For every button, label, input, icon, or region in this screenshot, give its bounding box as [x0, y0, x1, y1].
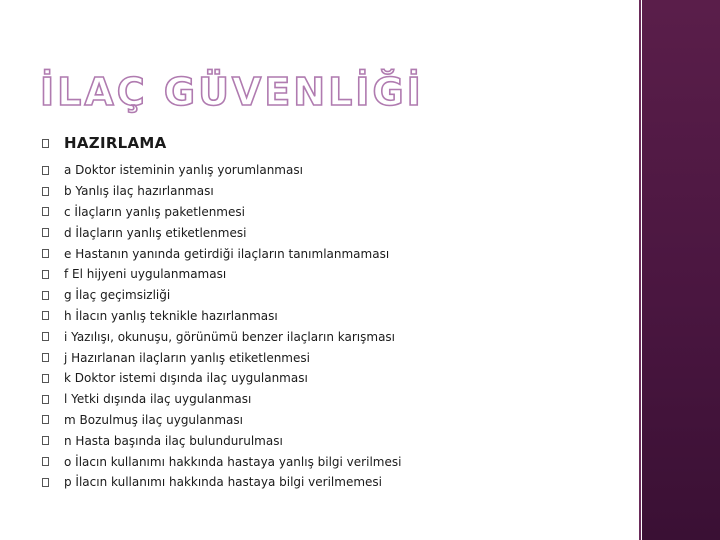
list-item	[42, 264, 602, 285]
list-item	[42, 472, 602, 493]
list-item-text: g İlaç geçimsizliği	[64, 288, 171, 303]
bullet-box-icon	[42, 207, 49, 216]
list-item-text: h İlacın yanlış teknikle hazırlanması	[64, 308, 278, 323]
list-item-text: e Hastanın yanında getirdiği ilaçların tanımlanmaması	[64, 246, 390, 261]
list-item	[42, 160, 602, 181]
bullet-list	[42, 130, 602, 493]
bullet-box-icon	[42, 311, 49, 320]
list-item-text: f El hijyeni uygulanmaması	[64, 267, 227, 282]
list-item	[42, 243, 602, 264]
bullet-box-icon	[42, 478, 49, 487]
heading-label: HAZIRLAMA	[64, 134, 167, 152]
list-item-text: k Doktor istemi dışında ilaç uygulanması	[64, 371, 308, 386]
bullet-box-icon	[42, 457, 49, 466]
list-item-text: d İlaçların yanlış etiketlenmesi	[64, 225, 247, 240]
list-item-text: j Hazırlanan ilaçların yanlış etiketlenmesi	[64, 350, 310, 365]
list-item-text: n Hasta başında ilaç bulundurulması	[64, 433, 283, 448]
list-item-text: c İlaçların yanlış paketlenmesi	[64, 204, 245, 219]
list-item	[42, 410, 602, 431]
list-item-text: l Yetki dışında ilaç uygulanması	[64, 392, 252, 407]
list-item	[42, 181, 602, 202]
bullet-box-icon	[42, 395, 49, 404]
bullet-box-icon	[42, 353, 49, 362]
list-item-text: i Yazılışı, okunuşu, görünümü benzer ilaçların karışması	[64, 329, 396, 344]
list-item	[42, 389, 602, 410]
list-item	[42, 285, 602, 306]
slide-title: İLAÇ GÜVENLİĞİ	[40, 70, 424, 114]
bullet-box-icon	[42, 436, 49, 445]
list-item	[42, 430, 602, 451]
list-item-text: p İlacın kullanımı hakkında hastaya bilgi verilmemesi	[64, 475, 382, 490]
list-item-text: m Bozulmuş ilaç uygulanması	[64, 412, 243, 427]
list-item-text: a Doktor isteminin yanlış yorumlanması	[64, 163, 303, 178]
bullet-box-icon	[42, 139, 49, 148]
bullet-box-icon	[42, 166, 49, 175]
bullet-box-icon	[42, 187, 49, 196]
list-heading	[42, 130, 602, 156]
list-item	[42, 326, 602, 347]
list-item	[42, 222, 602, 243]
list-item	[42, 368, 602, 389]
list-item-text: b Yanlış ilaç hazırlanması	[64, 184, 214, 199]
list-item	[42, 451, 602, 472]
list-item	[42, 347, 602, 368]
bullet-box-icon	[42, 270, 49, 279]
bullet-box-icon	[42, 332, 49, 341]
bullet-box-icon	[42, 374, 49, 383]
list-item-text: o İlacın kullanımı hakkında hastaya yanlış bilgi verilmesi	[64, 454, 402, 469]
bullet-box-icon	[42, 228, 49, 237]
bullet-box-icon	[42, 415, 49, 424]
bullet-box-icon	[42, 249, 49, 258]
list-item	[42, 202, 602, 223]
list-item	[42, 306, 602, 327]
bullet-box-icon	[42, 291, 49, 300]
decorative-side-band	[642, 0, 720, 540]
